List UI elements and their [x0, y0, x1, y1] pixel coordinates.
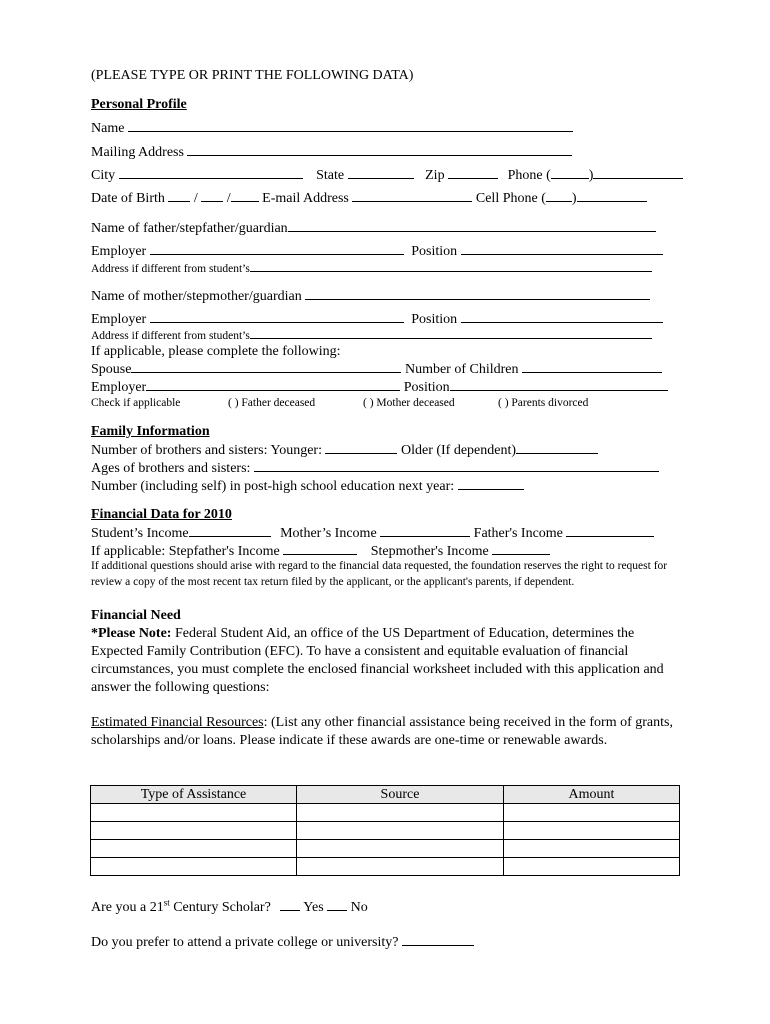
state-field[interactable] [348, 166, 414, 179]
father-deceased-checkbox[interactable]: ( ) Father deceased [228, 397, 316, 409]
table-row [91, 822, 680, 840]
mother-employer-field[interactable] [150, 310, 404, 323]
header-amount: Amount [504, 786, 680, 804]
children-field[interactable] [522, 360, 662, 373]
cell-close: ) [571, 191, 577, 206]
header-type-of-assistance: Type of Assistance [91, 786, 297, 804]
mailing-address-row [91, 143, 572, 162]
if-applicable-text: If applicable, please complete the following: [91, 344, 341, 359]
spouse-employer-label: Employer [91, 380, 147, 395]
table-row [91, 804, 680, 822]
table-cell[interactable] [297, 858, 504, 876]
efc-note-paragraph [91, 625, 685, 697]
check-applicable-label: Check if applicable [91, 397, 181, 409]
student-income-field[interactable] [189, 524, 271, 537]
table-cell[interactable] [504, 840, 680, 858]
mother-position-field[interactable] [461, 310, 663, 323]
scholar-yes-label: Yes [303, 900, 324, 915]
mother-income-label: Mother’s Income [280, 526, 377, 541]
table-cell[interactable] [504, 804, 680, 822]
mother-employer-label: Employer [91, 312, 147, 327]
name-row [91, 119, 573, 138]
siblings-younger-field[interactable] [325, 441, 397, 454]
father-employer-row [91, 242, 663, 261]
spouse-employer-field[interactable] [146, 378, 400, 391]
children-label: Number of Children [404, 362, 519, 377]
zip-field[interactable] [448, 166, 498, 179]
family-information-heading: Family Information [91, 424, 210, 439]
financial-data-heading: Financial Data for 2010 [91, 507, 232, 522]
efc-note-text: Federal Student Aid, an office of the US Department of Education, determines the Expected Family Contribution (EFC). To have a consistent and equitable evaluation of financial circumstances, you must complete the enclosed financial worksheet included with this application and answer the following questions: [91, 626, 664, 695]
table-cell[interactable] [91, 840, 297, 858]
cell-label: Cell Phone ( [475, 191, 546, 206]
stepfather-income-label: If applicable: Stepfather's Income [91, 544, 280, 559]
mother-name-label: Name of mother/stepmother/guardian [91, 289, 302, 304]
post-high-label: Number (including self) in post-high school education next year: [91, 479, 455, 494]
financial-need-heading: Financial Need [91, 608, 181, 623]
father-address-label: Address if different from student’s [91, 263, 250, 275]
table-cell[interactable] [297, 822, 504, 840]
father-name-field[interactable] [288, 219, 656, 232]
phone-field[interactable] [593, 166, 683, 179]
table-cell[interactable] [91, 858, 297, 876]
table-cell[interactable] [297, 804, 504, 822]
mother-address-label: Address if different from student’s [91, 330, 250, 342]
father-position-field[interactable] [461, 242, 663, 255]
sibling-ages-row [91, 459, 659, 478]
mother-deceased-checkbox[interactable]: ( ) Mother deceased [363, 397, 455, 409]
father-income-field[interactable] [566, 524, 654, 537]
post-high-row [91, 477, 524, 496]
scholar-question-a: Are you a 21 [91, 900, 164, 915]
spouse-employer-row [91, 378, 668, 397]
stepmother-income-field[interactable] [492, 542, 550, 555]
name-label: Name [91, 121, 125, 136]
name-field[interactable] [128, 119, 573, 132]
spouse-position-field[interactable] [450, 378, 668, 391]
table-cell[interactable] [297, 840, 504, 858]
scholar-question-sup: st [163, 897, 170, 908]
dob-row [91, 189, 647, 208]
scholar-question-b: Century Scholar? [169, 900, 271, 915]
dob-year-field[interactable] [231, 189, 259, 202]
mother-name-row [91, 287, 650, 306]
resources-paragraph [91, 714, 685, 750]
student-income-label: Student’s Income [91, 526, 189, 541]
siblings-older-field[interactable] [516, 441, 598, 454]
stepfather-income-field[interactable] [283, 542, 357, 555]
cell-field[interactable] [577, 189, 647, 202]
mother-income-field[interactable] [380, 524, 470, 537]
table-cell[interactable] [504, 858, 680, 876]
scholar-no-label: No [350, 900, 368, 915]
phone-label: Phone ( [507, 168, 551, 183]
table-cell[interactable] [91, 822, 297, 840]
mother-employer-row [91, 310, 663, 329]
post-high-field[interactable] [458, 477, 524, 490]
private-college-row [91, 933, 474, 952]
table-cell[interactable] [91, 804, 297, 822]
resources-text: : (List any other financial assistance being received in the form of grants, scholarships and/or loans. Please indicate if these awards are one-time or renewable awards. [91, 715, 673, 748]
father-name-label: Name of father/stepfather/guardian [91, 221, 288, 236]
spouse-field[interactable] [131, 360, 401, 373]
mother-name-field[interactable] [305, 287, 650, 300]
sibling-ages-label: Ages of brothers and sisters: [91, 461, 251, 476]
table-header-row [91, 786, 680, 804]
mother-address-field[interactable] [250, 328, 652, 339]
tax-return-note: If additional questions should arise with regard to the financial data requested, the foundation reserves the right to request for review a copy of the most recent tax return filed by the applicant, or the applicant's parents, if dependent. [91, 560, 668, 588]
father-name-row [91, 219, 656, 238]
table-cell[interactable] [504, 822, 680, 840]
dob-slash-2: / [226, 191, 231, 206]
dob-label: Date of Birth [91, 191, 165, 206]
siblings-older-label: Older (If dependent) [400, 443, 517, 458]
income-row [91, 524, 654, 543]
dob-slash-1: / [193, 191, 198, 206]
sibling-ages-field[interactable] [254, 459, 659, 472]
assistance-table [90, 785, 680, 876]
email-field[interactable] [352, 189, 472, 202]
city-row [91, 166, 683, 185]
father-employer-label: Employer [91, 244, 147, 259]
scholar-yes-field[interactable] [280, 898, 300, 911]
mailing-address-field[interactable] [187, 143, 572, 156]
cell-area-field[interactable] [546, 189, 572, 202]
scholar-no-field[interactable] [327, 898, 347, 911]
mother-position-label: Position [411, 312, 458, 327]
resources-label: Estimated Financial Resources [91, 715, 264, 730]
parents-divorced-checkbox[interactable]: ( ) Parents divorced [498, 397, 589, 409]
siblings-row [91, 441, 598, 460]
email-label: E-mail Address [262, 191, 349, 206]
spouse-row [91, 360, 662, 379]
dob-month-field[interactable] [168, 189, 190, 202]
siblings-younger-label: Number of brothers and sisters: Younger: [91, 443, 322, 458]
father-income-label: Father's Income [473, 526, 563, 541]
dob-day-field[interactable] [201, 189, 223, 202]
spouse-position-label: Position [403, 380, 450, 395]
phone-area-field[interactable] [551, 166, 589, 179]
father-position-label: Position [411, 244, 458, 259]
mailing-address-label: Mailing Address [91, 145, 184, 160]
city-label: City [91, 168, 116, 183]
father-employer-field[interactable] [150, 242, 404, 255]
print-instruction: (PLEASE TYPE OR PRINT THE FOLLOWING DATA) [91, 68, 414, 83]
table-row [91, 858, 680, 876]
mother-address-row [91, 328, 652, 343]
personal-profile-heading: Personal Profile [91, 97, 187, 112]
state-label: State [316, 168, 345, 183]
city-field[interactable] [119, 166, 303, 179]
father-address-row [91, 261, 652, 276]
scholar-question-row [91, 898, 368, 917]
header-source: Source [297, 786, 504, 804]
please-note-label: *Please Note: [91, 626, 172, 641]
zip-label: Zip [425, 168, 445, 183]
spouse-label: Spouse [91, 362, 132, 377]
father-address-field[interactable] [250, 261, 652, 272]
table-row [91, 840, 680, 858]
stepmother-income-label: Stepmother's Income [370, 544, 489, 559]
private-college-field[interactable] [402, 933, 474, 946]
phone-close: ) [588, 168, 594, 183]
private-college-question: Do you prefer to attend a private college or university? [91, 935, 399, 950]
